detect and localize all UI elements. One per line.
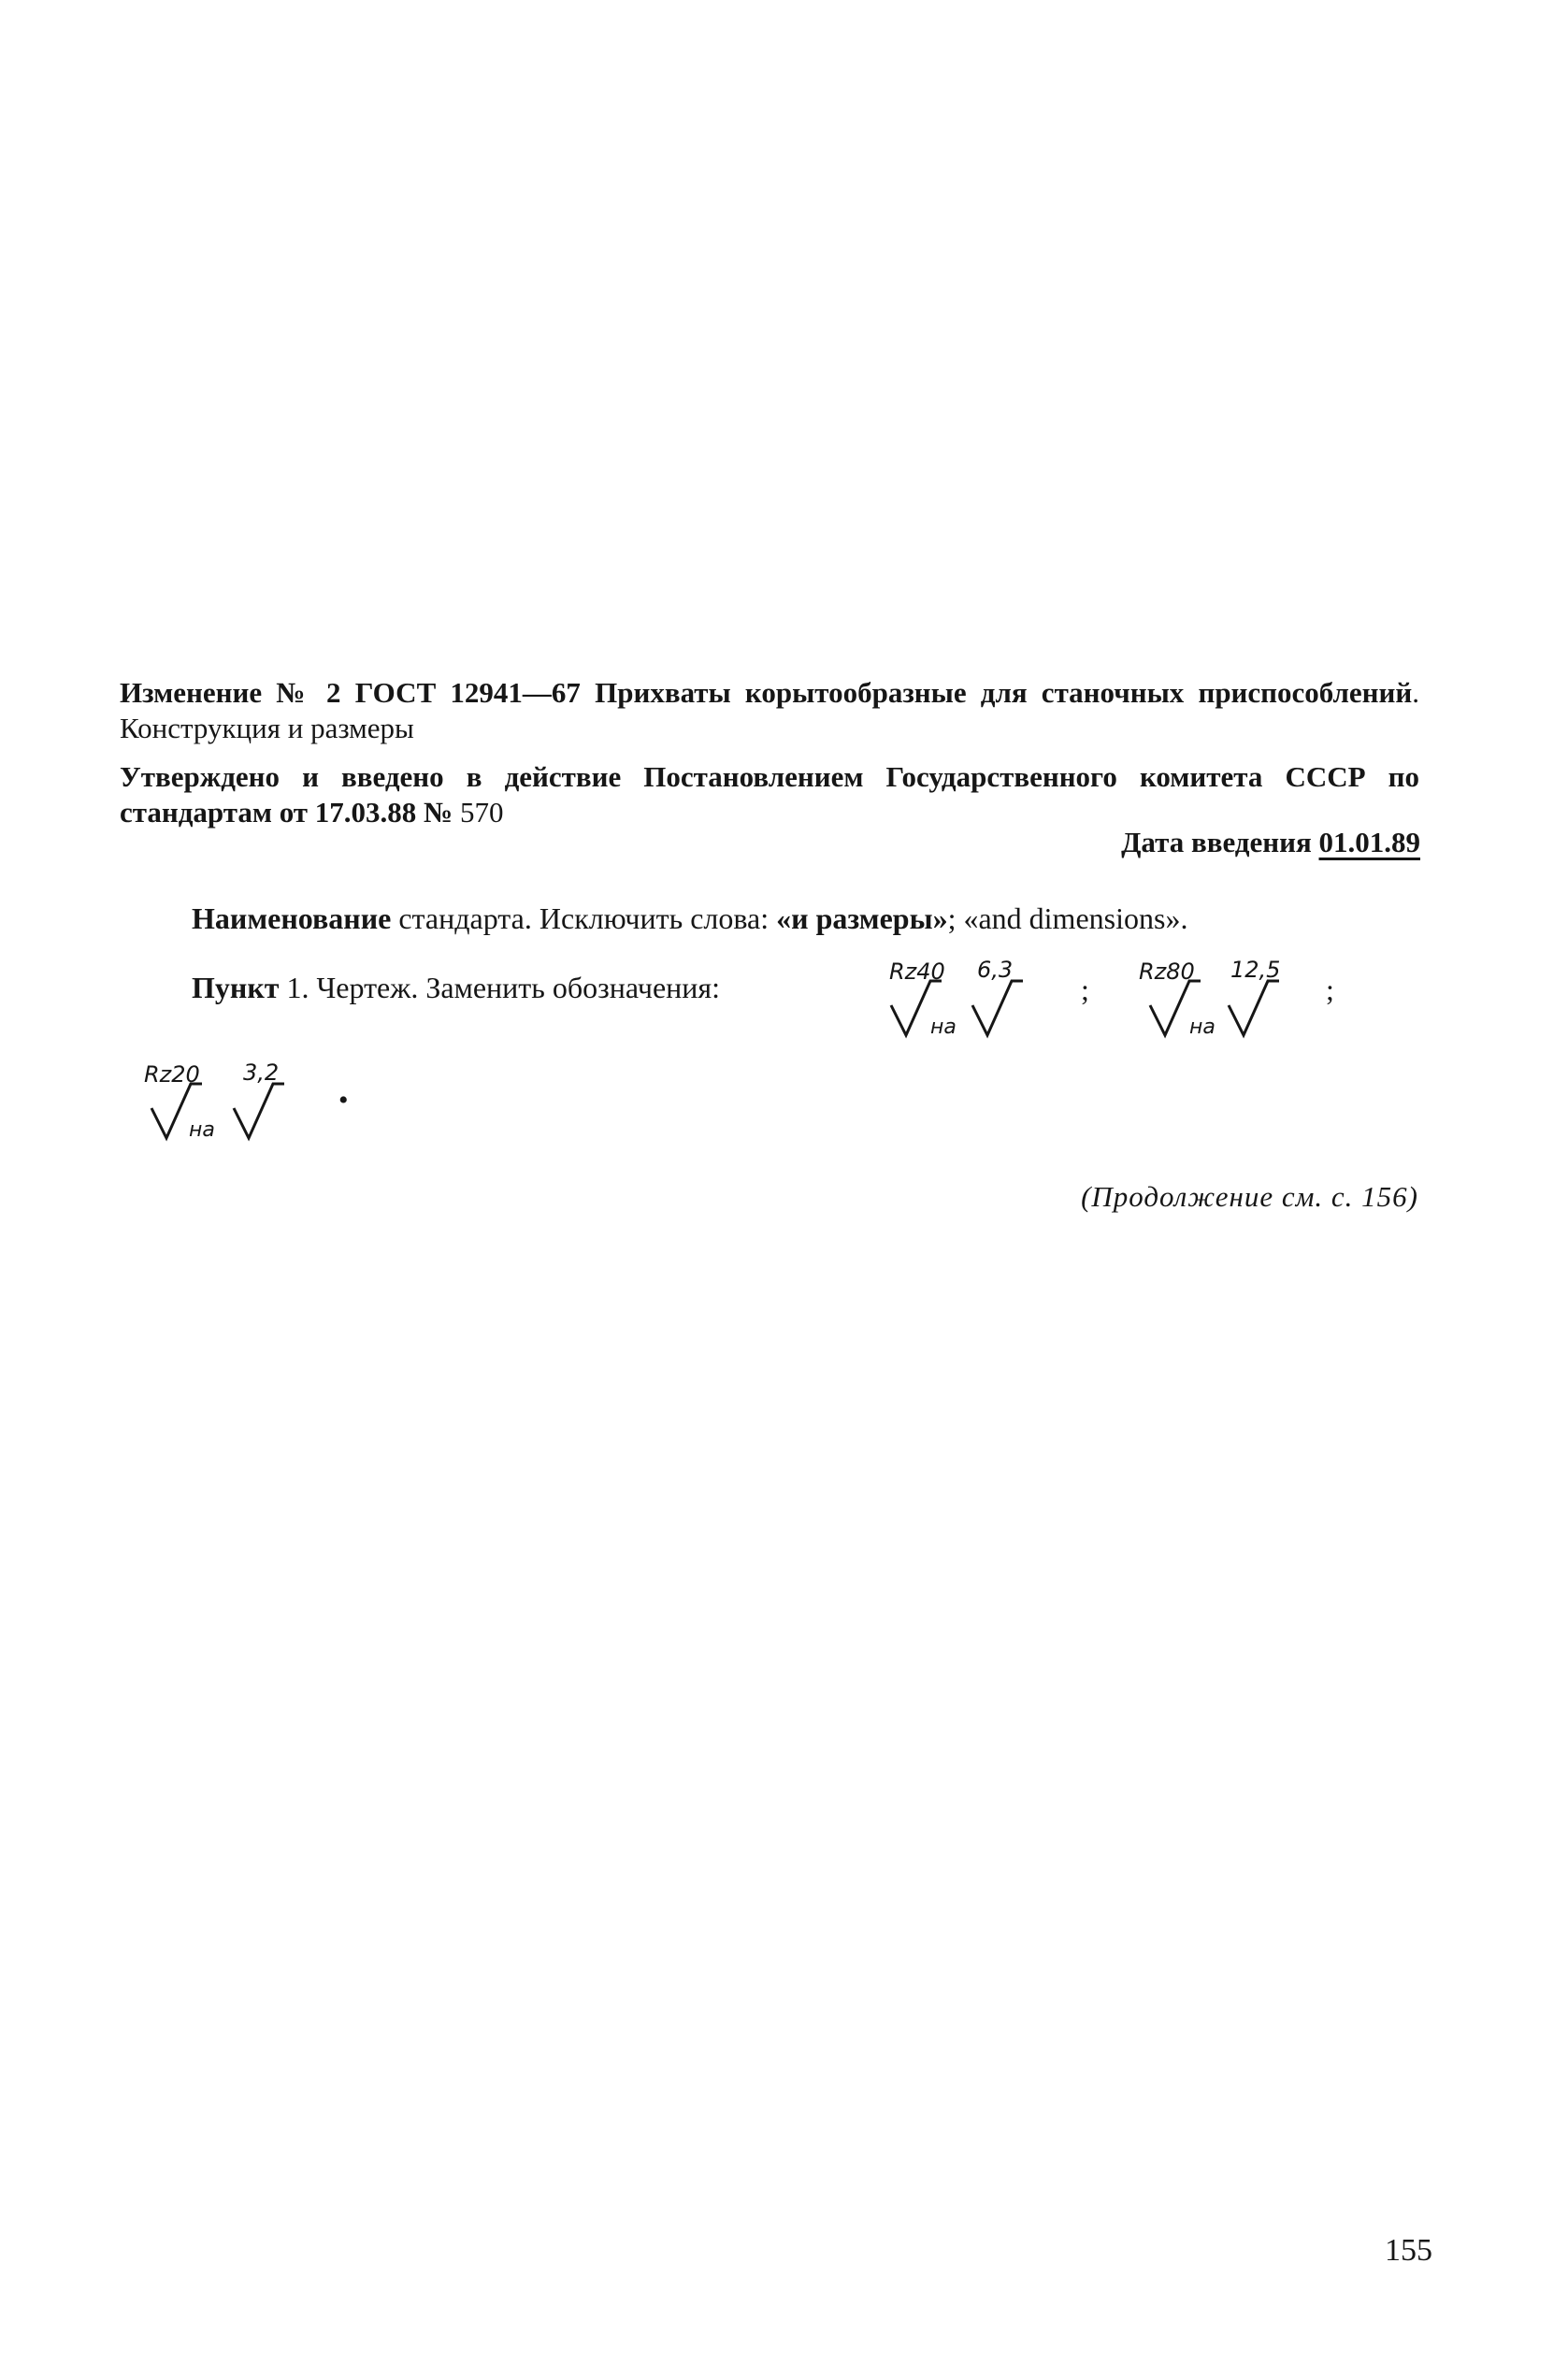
excluded-words-ru: «и размеры» — [776, 901, 948, 935]
new-roughness-value: 3,2 — [243, 1059, 280, 1086]
paragraph-drawing-change — [192, 969, 720, 1006]
old-roughness-value: Rz80 — [1139, 959, 1195, 985]
paragraph-name-change — [192, 900, 1187, 937]
introduction-date — [1121, 825, 1420, 860]
separator: ; — [947, 901, 964, 935]
replace-word: на — [1189, 1016, 1216, 1039]
standard-name-rest: . Конструкция и размеры — [120, 676, 1420, 744]
introduction-date-value: 01.01.89 — [1318, 826, 1420, 858]
paragraph-label: Пункт — [192, 971, 280, 1004]
roughness-symbol-icon — [1129, 949, 1316, 1043]
paragraph-label: Наименование — [192, 901, 392, 935]
roughness-replacement-2 — [1129, 949, 1316, 1047]
replace-word: на — [930, 1016, 957, 1039]
paragraph-text: стандарта. Исключить слова: — [391, 901, 777, 935]
roughness-replacement-3 — [140, 1052, 327, 1150]
semicolon: ; — [1326, 973, 1334, 1006]
approval-statement — [120, 759, 1419, 830]
introduction-date-label: Дата введения — [1121, 826, 1312, 858]
old-roughness-value: Rz20 — [144, 1061, 200, 1088]
new-roughness-value: 12,5 — [1230, 957, 1281, 983]
amendment-title — [120, 675, 1419, 746]
period: . — [1180, 901, 1188, 935]
amendment-number: Изменение № 2 — [120, 676, 341, 709]
roughness-symbol-icon — [884, 949, 1061, 1043]
roughness-replacement-1 — [884, 949, 1061, 1047]
approval-number: 570 — [459, 796, 504, 829]
page-number: 155 — [1385, 2233, 1432, 2268]
old-roughness-value: Rz40 — [889, 959, 945, 985]
continuation-note: (Продолжение см. с. 156) — [1081, 1180, 1418, 1213]
approval-text: Утверждено и введено в действие Постановлением Государственного комитета СССР по стандартам от 17.03.88 № — [120, 760, 1419, 829]
end-dot: • — [338, 1085, 349, 1116]
replace-word: на — [189, 1118, 215, 1142]
standard-name: Прихваты корытообразные для станочных приспособлений — [595, 676, 1413, 709]
standard-code: ГОСТ 12941—67 — [354, 676, 581, 709]
semicolon: ; — [1081, 973, 1089, 1006]
excluded-words-en: «and dimensions» — [963, 901, 1181, 935]
paragraph-text: 1. Чертеж. Заменить обозначения: — [279, 971, 720, 1004]
new-roughness-value: 6,3 — [977, 957, 1014, 983]
roughness-symbol-icon — [140, 1052, 327, 1146]
